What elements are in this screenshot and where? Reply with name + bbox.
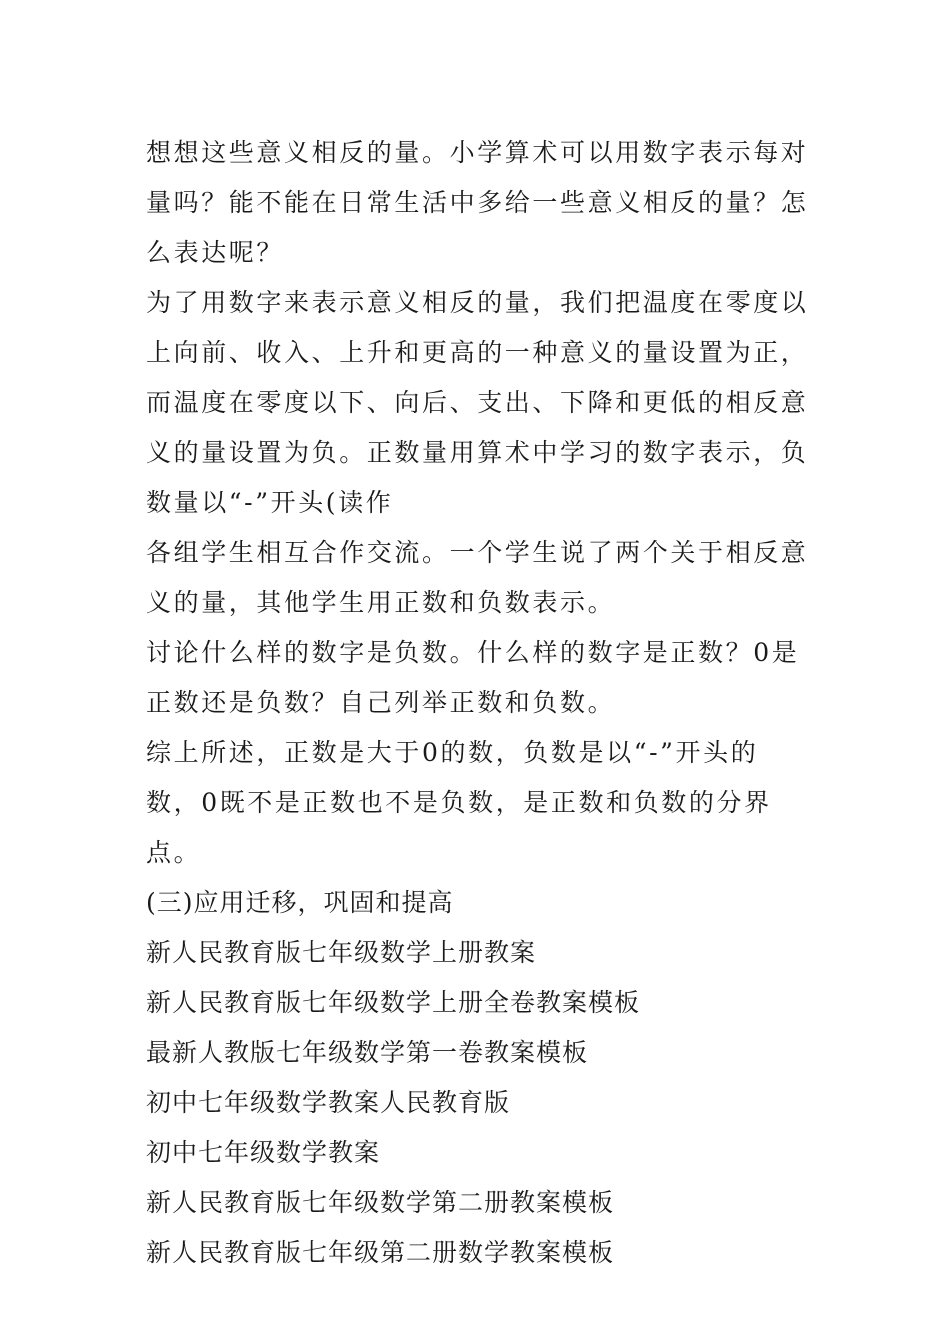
related-link[interactable]: 初中七年级数学教案: [146, 1138, 381, 1167]
paragraph-discussion: 讨论什么样的数字是负数。什么样的数字是正数？0是正数还是负数？自己列举正数和负数。: [146, 638, 800, 717]
related-link[interactable]: 初中七年级数学教案人民教育版: [146, 1088, 511, 1117]
related-link[interactable]: 新人民教育版七年级第二册数学教案模板: [146, 1238, 615, 1267]
document-body: [146, 128, 811, 1278]
related-link[interactable]: 新人民教育版七年级数学第二册教案模板: [146, 1188, 615, 1217]
paragraph-summary: 综上所述，正数是大于0的数，负数是以“-”开头的数，0既不是正数也不是负数，是正数和负数的分界点。: [146, 738, 772, 867]
section-heading-application: (三)应用迁移，巩固和提高: [146, 888, 454, 917]
related-link[interactable]: 新人民教育版七年级数学上册全卷教案模板: [146, 988, 641, 1017]
paragraph-positive-negative-definition: 为了用数字来表示意义相反的量，我们把温度在零度以上向前、收入、上升和更高的一种意义的量设置为正，而温度在零度以下、向后、支出、下降和更低的相反意义的量设置为负。正数量用算术中学习的数字表示，负数量以“-”开头(读作: [146, 288, 809, 517]
related-links-list: [146, 928, 811, 1278]
paragraph-group-exchange: 各组学生相互合作交流。一个学生说了两个关于相反意义的量，其他学生用正数和负数表示。: [146, 538, 809, 617]
paragraph-opposite-quantities: 想想这些意义相反的量。小学算术可以用数字表示每对量吗？能不能在日常生活中多给一些意义相反的量？怎么表达呢？: [146, 138, 809, 267]
related-link[interactable]: 新人民教育版七年级数学上册教案: [146, 938, 537, 967]
related-link[interactable]: 最新人教版七年级数学第一卷教案模板: [146, 1038, 589, 1067]
